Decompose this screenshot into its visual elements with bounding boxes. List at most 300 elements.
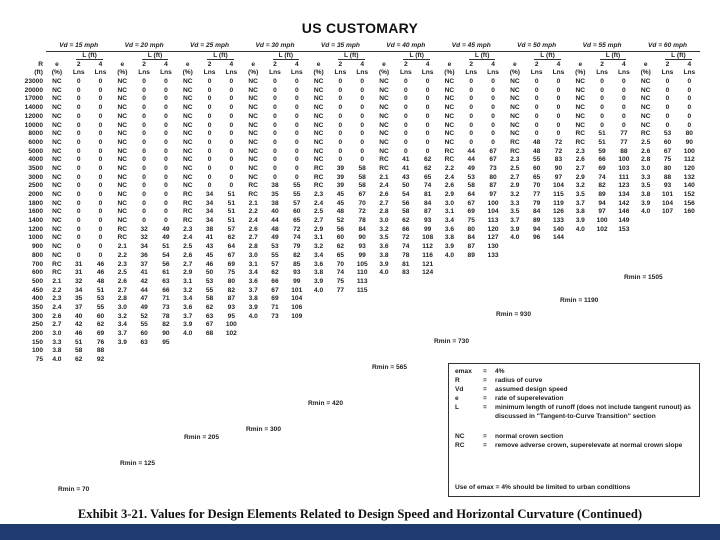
table-cell: 0 [142, 130, 146, 138]
table-cell: 66 [402, 225, 410, 233]
table-cell: 149 [618, 217, 630, 225]
table-cell: 3.5 [641, 182, 651, 190]
length-header: L (ft) [403, 52, 430, 60]
table-cell: 69 [598, 164, 606, 172]
table-cell [657, 312, 679, 321]
table-cell: 3.9 [379, 260, 389, 268]
table-cell: 38 [271, 182, 279, 190]
table-cell: 60 [336, 234, 345, 242]
table-cell [504, 330, 526, 339]
table-cell: 87 [227, 295, 236, 303]
table-cell: 35 [271, 191, 279, 199]
table-cell [548, 286, 570, 295]
table-cell: 65 [423, 173, 432, 181]
table-cell: 55 [532, 156, 541, 164]
table-cell: 2.4 [379, 182, 389, 190]
table-cell: 3.7 [510, 217, 520, 225]
speed-header-row [20, 42, 700, 51]
table-cell: 75 [336, 277, 345, 285]
legend-note: Use of emax = 4% should be limited to urban conditions [455, 484, 631, 491]
table-cell [395, 286, 417, 295]
table-cell: 0 [164, 112, 168, 120]
table-cell: 0 [76, 208, 81, 216]
unit-label: Lns [94, 69, 107, 77]
table-cell [460, 286, 482, 295]
table-cell [591, 278, 613, 287]
table-cell: 0 [360, 130, 365, 138]
table-cell: 4.0 [52, 356, 62, 364]
table-cell: 3.6 [248, 277, 258, 285]
table-cell [351, 312, 373, 321]
table-cell: 0 [425, 86, 430, 94]
unit-label: Lns [487, 69, 499, 77]
table-cell: 0 [556, 121, 561, 129]
table-cell [526, 338, 548, 347]
table-cell: NC [52, 208, 62, 216]
table-cell: 67 [227, 251, 236, 259]
table-cell [504, 260, 526, 269]
table-cell [417, 304, 439, 313]
column-label: 4 [360, 60, 365, 68]
table-cell: 0 [665, 78, 670, 86]
table-cell: 0 [425, 95, 430, 103]
table-cell: 3.4 [314, 251, 324, 259]
table-cell: 42 [75, 321, 83, 329]
table-cell [591, 243, 613, 252]
table-cell: 0 [338, 147, 343, 155]
table-cell [155, 356, 177, 365]
table-cell: 0 [76, 173, 81, 181]
table-cell: 116 [422, 251, 433, 259]
table-cell: 100 [487, 199, 499, 207]
table-cell: 0 [142, 86, 146, 94]
table-cell: NC [313, 147, 324, 155]
table-cell: 0 [294, 147, 299, 155]
legend-nc: NC = normal crown section [455, 433, 564, 440]
table-cell: 3.2 [379, 225, 389, 233]
table-cell: 0 [294, 121, 299, 129]
table-cell: 3.5 [575, 191, 585, 199]
table-cell: 34 [75, 286, 83, 294]
table-cell: 59 [598, 147, 606, 155]
table-cell: 0 [556, 78, 561, 86]
table-cell: 0 [294, 112, 299, 120]
table-cell [286, 347, 308, 356]
column-label: 2 [469, 60, 474, 68]
table-cell: NC [117, 130, 128, 138]
table-cell: 62 [271, 269, 279, 277]
table-cell: 0 [403, 138, 408, 146]
table-cell [569, 338, 591, 347]
table-cell: 84 [423, 199, 432, 207]
table-cell: 32 [75, 277, 83, 285]
table-cell [329, 330, 351, 339]
table-cell [613, 321, 635, 330]
table-cell: 88 [96, 347, 105, 355]
table-cell: 94 [598, 199, 606, 207]
table-cell [460, 295, 482, 304]
table-cell: 3.4 [183, 295, 193, 303]
table-cell: 68 [205, 330, 214, 338]
table-cell [308, 312, 330, 321]
table-cell [111, 347, 133, 356]
table-cell: 0 [338, 104, 343, 112]
table-cell: 49 [467, 164, 475, 172]
table-cell: 142 [618, 199, 630, 207]
radius-cell: 2000 [28, 191, 43, 199]
table-cell: 0 [76, 191, 81, 199]
design-speed-header: Vd = 45 mph [439, 42, 504, 51]
footer-bar [0, 524, 720, 540]
table-cell [264, 330, 286, 339]
table-cell: 0 [142, 121, 146, 129]
table-cell [417, 356, 439, 365]
radius-cell: 23000 [24, 78, 43, 86]
table-cell: 0 [338, 86, 343, 94]
table-cell: 0 [207, 164, 212, 172]
table-cell: 41 [402, 156, 410, 164]
table-row [20, 173, 700, 182]
table-cell [417, 286, 439, 295]
table-cell: 62 [75, 356, 83, 364]
table-cell: 51 [227, 208, 236, 216]
table-cell: NC [444, 121, 455, 129]
table-cell: 0 [273, 121, 277, 129]
table-cell: NC [52, 225, 62, 233]
table-cell [439, 304, 461, 313]
legend-l: L = minimum length of runoff (does not include tangent runout) as discussed in "Tangent-to-Curve Transition" section [455, 404, 691, 420]
table-cell: 58 [358, 173, 366, 181]
table-cell: NC [182, 156, 193, 164]
table-cell: 55 [205, 286, 214, 294]
table-cell: 2.9 [575, 173, 585, 181]
table-cell: 115 [553, 191, 564, 199]
column-label: 2 [600, 60, 604, 68]
length-header: L (ft) [600, 52, 627, 60]
table-cell: 38 [271, 199, 279, 207]
table-cell: 93 [423, 217, 432, 225]
table-cell: NC [313, 138, 324, 146]
table-cell [482, 321, 504, 330]
table-cell [395, 330, 417, 339]
table-cell: 3.2 [183, 286, 193, 294]
table-cell [351, 330, 373, 339]
table-cell: 0 [229, 121, 234, 129]
table-cell: NC [52, 191, 62, 199]
table-cell: 55 [293, 191, 301, 199]
table-cell: 90 [358, 234, 366, 242]
table-cell [548, 252, 570, 261]
table-cell: 140 [683, 182, 695, 190]
table-cell: 2.8 [248, 243, 258, 251]
table-cell: 3.4 [248, 269, 258, 277]
unit-label: (%) [378, 69, 390, 77]
table-cell: 115 [356, 286, 368, 294]
table-cell: 2.1 [52, 277, 62, 285]
table-cell: 94 [532, 225, 541, 233]
table-cell: 0 [273, 112, 277, 120]
table-cell: NC [575, 104, 586, 112]
table-cell: 31 [75, 260, 83, 268]
table-cell: 32 [140, 234, 148, 242]
table-cell: 3.3 [641, 173, 651, 181]
table-cell: 2.9 [444, 191, 455, 199]
radius-cell: 300 [31, 312, 43, 320]
table-cell: 2.6 [52, 312, 62, 320]
column-label: 2 [534, 60, 539, 68]
table-cell: 0 [207, 182, 212, 190]
table-cell: 62 [205, 303, 214, 311]
table-cell [482, 295, 504, 304]
table-row [20, 121, 700, 130]
table-cell: NC [182, 78, 193, 86]
table-cell: 0 [425, 78, 430, 86]
table-cell: 60 [663, 138, 672, 146]
table-cell: NC [379, 112, 389, 120]
table-cell: 3.8 [52, 347, 62, 355]
table-cell: 44 [140, 286, 148, 294]
radius-cell: 350 [31, 303, 43, 311]
table-cell: 58 [75, 347, 83, 355]
table-cell: 43 [205, 243, 214, 251]
table-cell: RC [313, 182, 324, 190]
table-cell: NC [117, 147, 128, 155]
table-row [20, 208, 700, 217]
table-cell: 0 [360, 78, 365, 86]
table-cell [657, 225, 679, 234]
table-cell [220, 347, 242, 356]
table-cell: 0 [142, 147, 146, 155]
table-cell: 0 [142, 217, 146, 225]
table-cell: NC [52, 104, 62, 112]
table-cell: 78 [402, 251, 410, 259]
radius-cell: 3500 [28, 164, 43, 172]
table-cell: 113 [487, 217, 499, 225]
table-cell: 0 [469, 86, 474, 94]
table-cell [439, 260, 461, 269]
unit-label: Lns [269, 69, 281, 77]
table-cell [329, 295, 351, 304]
table-cell: 0 [425, 104, 430, 112]
table-cell: 78 [358, 217, 366, 225]
table-cell: 62 [402, 217, 410, 225]
table-cell: 0 [556, 112, 561, 120]
table-cell: 46 [205, 260, 214, 268]
table-cell: 46 [96, 260, 105, 268]
unit-label: (%) [182, 69, 193, 77]
table-cell: 0 [229, 173, 234, 181]
table-cell [373, 338, 395, 347]
table-cell [417, 312, 439, 321]
table-row [20, 260, 700, 269]
table-cell: 113 [356, 277, 368, 285]
table-cell: 0 [142, 182, 146, 190]
table-cell [286, 356, 308, 365]
table-cell: 51 [227, 199, 236, 207]
table-cell [504, 286, 526, 295]
table-cell [635, 243, 657, 252]
table-cell: 0 [273, 130, 277, 138]
table-cell: NC [117, 138, 128, 146]
table-cell: NC [52, 164, 62, 172]
table-cell [286, 330, 308, 339]
table-cell: 60 [96, 312, 105, 320]
table-cell: NC [52, 138, 62, 146]
table-cell: 0 [469, 130, 474, 138]
table-cell: 84 [532, 208, 541, 216]
table-cell: 0 [164, 164, 168, 172]
table-cell: 44 [467, 156, 475, 164]
table-cell: 56 [162, 260, 170, 268]
table-cell: NC [444, 104, 455, 112]
design-speed-header: Vd = 25 mph [177, 42, 242, 51]
table-cell: 0 [600, 86, 604, 94]
table-row [20, 330, 700, 339]
table-cell: 2.6 [379, 191, 389, 199]
length-header: L (ft) [534, 52, 561, 60]
table-cell: 3.4 [117, 321, 127, 329]
table-cell: 46 [75, 330, 83, 338]
table-cell: 96 [532, 234, 541, 242]
design-speed-header: Vd = 30 mph [242, 42, 307, 51]
unit-label: (%) [248, 69, 259, 77]
table-cell [417, 278, 439, 287]
table-cell [351, 347, 373, 356]
table-cell: 104 [661, 199, 673, 207]
table-cell: NC [117, 208, 128, 216]
table-cell: 82 [227, 286, 236, 294]
table-cell: 37 [140, 260, 148, 268]
column-label: 4 [687, 60, 692, 68]
table-cell: NC [182, 130, 193, 138]
table-cell [308, 356, 330, 365]
table-cell: 2.3 [117, 260, 127, 268]
table-cell [395, 295, 417, 304]
rmin-label-50: Rmin = 930 [496, 311, 532, 318]
table-cell: 111 [618, 173, 630, 181]
table-cell [286, 321, 308, 330]
design-speed-header: Vd = 15 mph [46, 42, 111, 51]
table-cell [569, 347, 591, 356]
radius-header: R [38, 60, 43, 68]
table-cell: 0 [229, 95, 234, 103]
table-cell: 102 [225, 330, 237, 338]
table-cell: 2.6 [183, 251, 193, 259]
column-label: e [316, 60, 321, 68]
column-label: e [578, 60, 583, 68]
table-cell: 101 [291, 286, 303, 294]
table-cell: NC [444, 95, 455, 103]
table-row [20, 312, 700, 321]
table-cell: 83 [554, 156, 563, 164]
table-cell: 99 [358, 251, 366, 259]
design-speed-header: Vd = 55 mph [569, 42, 634, 51]
table-cell: 0 [622, 95, 626, 103]
table-cell: NC [640, 112, 651, 120]
table-cell: 64 [467, 191, 475, 199]
table-cell: NC [640, 121, 651, 129]
table-cell: 0 [622, 112, 626, 120]
table-cell: 0 [229, 86, 234, 94]
rmin-label-60: Rmin = 1505 [624, 274, 663, 281]
table-cell: 90 [554, 164, 563, 172]
table-cell: 41 [402, 164, 410, 172]
table-cell: 0 [76, 95, 81, 103]
table-cell [242, 356, 264, 365]
table-cell: 2.2 [52, 286, 62, 294]
table-cell: NC [379, 121, 389, 129]
unit-label: Lns [399, 69, 412, 77]
table-cell: 0 [665, 104, 670, 112]
table-cell [591, 347, 613, 356]
table-cell: 0 [142, 95, 146, 103]
table-cell: 55 [96, 303, 105, 311]
table-cell [635, 295, 657, 304]
table-cell: 62 [423, 156, 432, 164]
table-cell: 67 [489, 156, 497, 164]
table-cell: NC [117, 121, 128, 129]
table-cell [635, 252, 657, 261]
table-cell: 71 [162, 295, 170, 303]
table-cell: 70 [358, 199, 366, 207]
table-cell: 132 [683, 173, 695, 181]
table-cell [329, 321, 351, 330]
table-cell [548, 260, 570, 269]
table-cell: 124 [422, 269, 434, 277]
table-cell: 49 [140, 303, 148, 311]
table-cell [591, 312, 613, 321]
table-cell: 0 [294, 104, 299, 112]
table-cell: 0 [273, 164, 277, 172]
table-cell: 70 [336, 260, 345, 268]
table-cell [548, 243, 570, 252]
table-cell: 3.5 [510, 208, 520, 216]
table-cell: 3.2 [510, 191, 520, 199]
table-cell [177, 338, 199, 347]
table-cell: 0 [534, 130, 539, 138]
table-cell [286, 338, 308, 347]
table-cell: 109 [291, 312, 303, 320]
legend-emax: emax = 4% [455, 368, 505, 375]
table-cell [635, 234, 657, 243]
table-cell: 4.0 [314, 286, 324, 294]
table-cell: 62 [423, 164, 432, 172]
table-cell: 0 [273, 104, 277, 112]
table-cell: 3.7 [575, 199, 585, 207]
table-cell: 0 [207, 86, 212, 94]
table-row [20, 95, 700, 104]
table-cell: NC [117, 86, 128, 94]
table-cell: NC [575, 86, 586, 94]
table-cell: 0 [556, 95, 561, 103]
table-cell: 0 [360, 86, 365, 94]
table-cell: 89 [532, 217, 541, 225]
table-cell: 0 [273, 86, 277, 94]
table-cell: 0 [556, 86, 561, 94]
length-header: L (ft) [76, 52, 103, 60]
radius-cell: 6000 [28, 138, 43, 146]
table-cell: NC [640, 78, 651, 86]
table-cell [548, 321, 570, 330]
table-cell: 37 [75, 303, 83, 311]
rmin-label-35: Rmin = 420 [308, 400, 344, 407]
table-cell: NC [52, 147, 62, 155]
table-cell: 0 [142, 199, 146, 207]
table-cell: 63 [205, 312, 214, 320]
table-cell: NC [52, 156, 62, 164]
table-cell: 72 [554, 138, 563, 146]
table-cell: 75 [663, 156, 672, 164]
